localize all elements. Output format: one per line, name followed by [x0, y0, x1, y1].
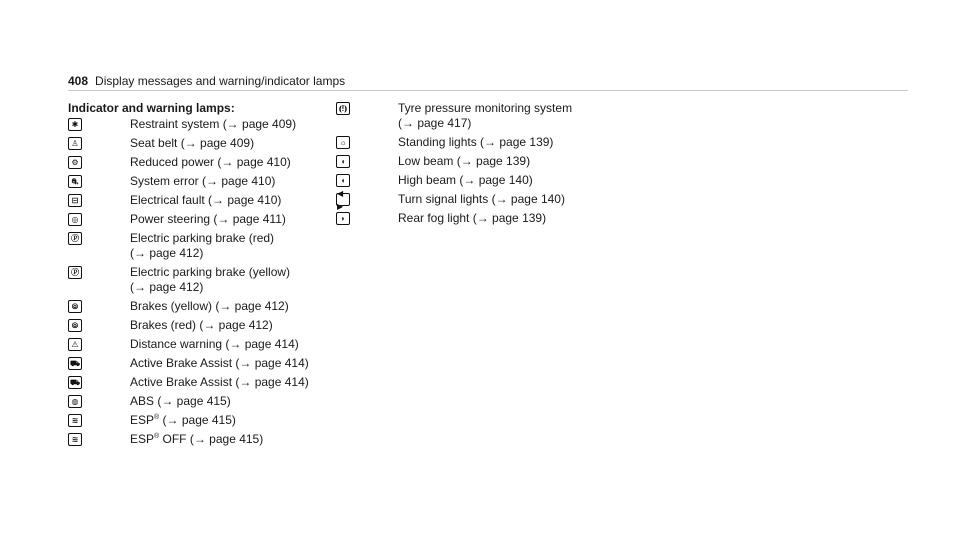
icon-slot [68, 318, 130, 333]
lamp-list-item [68, 136, 338, 151]
lamp-list-item [68, 193, 338, 208]
description-line: Low beam (→ page 139) [398, 154, 531, 168]
description-line: System error (→ page 410) [130, 174, 276, 188]
description-line: Seat belt (→ page 409) [130, 136, 255, 150]
electrical-fault-icon: ⊟ [68, 194, 82, 207]
distance-warning-icon: ⚠ [68, 338, 82, 351]
icon-slot [68, 155, 130, 170]
icon-slot [68, 394, 130, 409]
description-line: (→ page 412) [130, 246, 204, 260]
description-line: Distance warning (→ page 414) [130, 337, 299, 351]
page-header-title: Display messages and warning/indicator lamps [95, 74, 346, 88]
icon-slot [68, 432, 130, 447]
icon-slot [68, 136, 130, 151]
lamp-description [130, 174, 275, 189]
description-line: Electrical fault (→ page 410) [130, 193, 282, 207]
icon-slot [68, 193, 130, 208]
icon-slot [336, 188, 398, 211]
description-line: ESP® (→ page 415) [130, 413, 236, 427]
standing-lights-icon: ☼ [336, 136, 350, 149]
icon-slot [68, 265, 130, 280]
icon-slot [68, 375, 130, 390]
lamp-list-item [336, 101, 636, 131]
lamp-list-item [68, 265, 338, 295]
icon-slot [68, 413, 130, 428]
icon-slot [68, 174, 130, 189]
description-line: (→ page 412) [130, 280, 204, 294]
lamp-description [130, 413, 236, 428]
parking-brake-red-icon: Ⓟ [68, 232, 82, 245]
icon-slot [68, 356, 130, 371]
turn-signal-icon: ◀ ▶ [336, 193, 350, 206]
icon-slot [336, 154, 398, 169]
description-line: ABS (→ page 415) [130, 394, 231, 408]
lamp-description [130, 299, 289, 314]
description-line: Active Brake Assist (→ page 414) [130, 356, 309, 370]
restraint-system-icon: ✱ [68, 118, 82, 131]
icon-slot [68, 337, 130, 352]
lamp-description [130, 155, 291, 170]
icon-slot [68, 117, 130, 132]
active-brake-assist-icon: ⛟ [69, 359, 81, 368]
lamp-description [130, 193, 281, 208]
lamp-description [130, 265, 290, 295]
abs-icon: ◍ [68, 395, 82, 408]
description-line: Brakes (yellow) (→ page 412) [130, 299, 289, 313]
lamp-list-item [68, 299, 338, 314]
lamp-description [398, 154, 530, 169]
lamp-description [398, 211, 546, 226]
lamp-list-item [68, 174, 338, 189]
lamp-description [130, 231, 274, 261]
reduced-power-icon: ⚙ [68, 156, 82, 169]
lamp-description [130, 212, 286, 227]
description-line: Electric parking brake (yellow) [130, 265, 291, 279]
section-heading: Indicator and warning lamps: [68, 101, 235, 115]
system-error-icon: ⛐ [68, 175, 82, 188]
lamp-list-item [68, 394, 338, 409]
seat-belt-icon: ♙ [68, 137, 82, 150]
description-line: Restraint system (→ page 409) [130, 117, 297, 131]
lamp-description [130, 318, 273, 333]
esp-off-icon: ≋ [68, 433, 82, 446]
lamp-description [130, 136, 254, 151]
lamp-list-item [336, 211, 636, 226]
icon-slot [336, 135, 398, 150]
description-line: Active Brake Assist (→ page 414) [130, 375, 309, 389]
lamp-description [398, 173, 533, 188]
active-brake-assist-off-icon: ⛟ [69, 378, 81, 387]
lamp-list-item [68, 413, 338, 428]
description-line: (→ page 417) [398, 116, 472, 130]
lamp-list-item [68, 337, 338, 352]
description-line: Turn signal lights (→ page 140) [398, 192, 565, 206]
description-line: High beam (→ page 140) [398, 173, 533, 187]
icon-slot [68, 299, 130, 314]
lamp-description [130, 375, 309, 390]
esp-icon: ≋ [68, 414, 82, 427]
left-lamp-list [68, 117, 338, 451]
lamp-description [130, 394, 231, 409]
header-divider [68, 90, 908, 91]
icon-slot [68, 231, 130, 246]
lamp-list-item [336, 188, 636, 211]
lamp-list-item [68, 375, 338, 390]
icon-slot [336, 101, 398, 116]
description-line: Power steering (→ page 411) [130, 212, 286, 226]
lamp-description [130, 337, 299, 352]
page-header [68, 74, 345, 88]
lamp-list-item [68, 231, 338, 261]
lamp-list-item [336, 154, 636, 169]
lamp-description [130, 117, 296, 132]
icon-slot [68, 212, 130, 227]
lamp-description [398, 192, 565, 207]
power-steering-icon: ◎ [68, 213, 82, 226]
high-beam-icon: ◖ [336, 174, 350, 187]
lamp-list-item [68, 155, 338, 170]
lamp-description [398, 101, 572, 131]
right-lamp-list [336, 101, 636, 230]
description-line: Tyre pressure monitoring system [398, 101, 573, 115]
description-line: Brakes (red) (→ page 412) [130, 318, 273, 332]
page-number: 408 [68, 74, 89, 88]
lamp-list-item [68, 356, 338, 371]
description-line: Electric parking brake (red) [130, 231, 275, 245]
parking-brake-yellow-icon: Ⓟ [68, 266, 82, 279]
low-beam-icon: ◖ [336, 155, 350, 168]
lamp-list-item [68, 432, 338, 447]
tyre-pressure-icon: ⦅!⦆ [336, 102, 350, 115]
lamp-description [130, 432, 263, 447]
description-line: Standing lights (→ page 139) [398, 135, 554, 149]
description-line: ESP® OFF (→ page 415) [130, 432, 264, 446]
rear-fog-light-icon: ◗ [336, 212, 350, 225]
description-line: Rear fog light (→ page 139) [398, 211, 547, 225]
lamp-list-item [68, 212, 338, 227]
icon-slot [336, 211, 398, 226]
lamp-list-item [336, 173, 636, 188]
lamp-description [130, 356, 309, 371]
lamp-list-item [68, 117, 338, 132]
description-line: Reduced power (→ page 410) [130, 155, 291, 169]
lamp-list-item [68, 318, 338, 333]
brakes-yellow-icon: ⦾ [68, 300, 82, 313]
lamp-list-item [336, 135, 636, 150]
lamp-description [398, 135, 553, 150]
brakes-red-icon: ⦾ [68, 319, 82, 332]
